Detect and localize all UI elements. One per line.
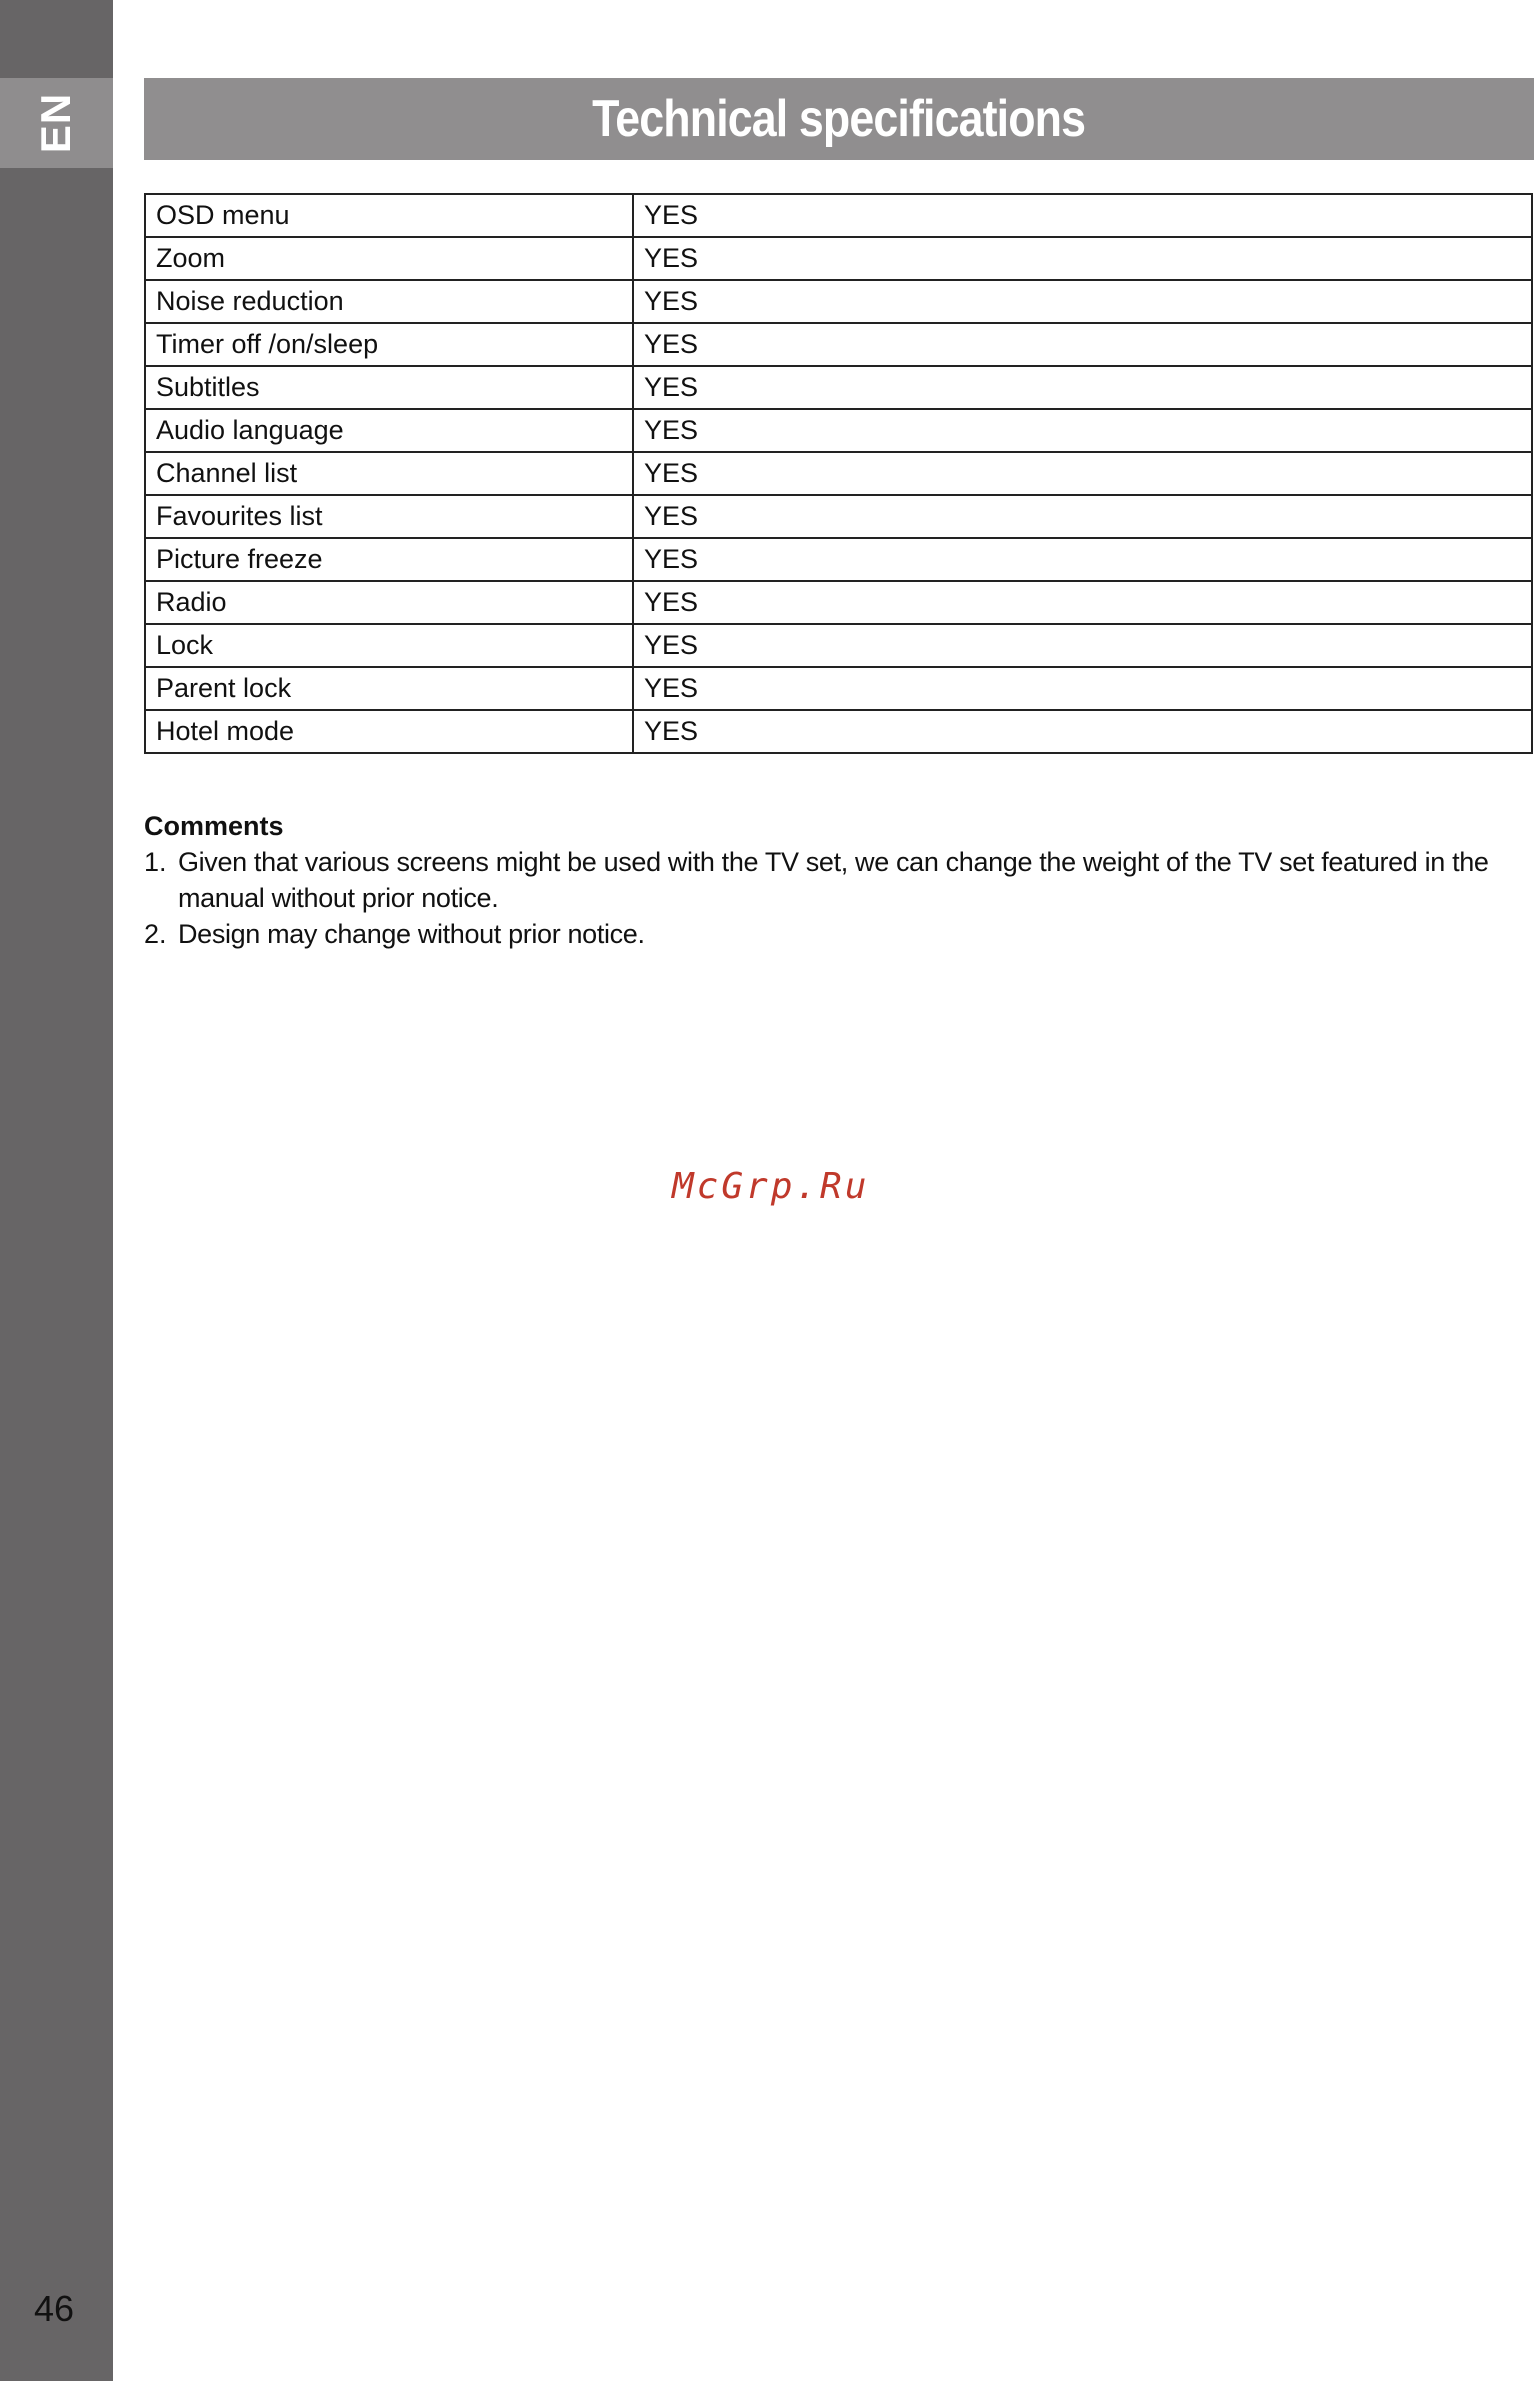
comment-item: [144, 844, 1534, 916]
language-tab: [0, 78, 113, 168]
spec-parameter-cell: Parent lock: [145, 667, 633, 710]
table-row: [145, 710, 1532, 753]
spec-value-cell: YES: [633, 710, 1532, 753]
comment-text: Given that various screens might be used with the TV set, we can change the weight of the TV set featured in the manual without prior notice.: [178, 847, 1489, 913]
comments-section: [144, 808, 1534, 952]
comment-number: 1.: [144, 847, 167, 877]
spec-parameter-cell: Noise reduction: [145, 280, 633, 323]
language-label: EN: [32, 92, 80, 154]
spec-parameter-cell: Radio: [145, 581, 633, 624]
table-row: [145, 452, 1532, 495]
table-row: [145, 409, 1532, 452]
spec-value-cell: YES: [633, 366, 1532, 409]
spec-parameter-cell: Subtitles: [145, 366, 633, 409]
spec-parameter-cell: Channel list: [145, 452, 633, 495]
spec-parameter-cell: Hotel mode: [145, 710, 633, 753]
spec-value-cell: YES: [633, 667, 1532, 710]
spec-value-cell: YES: [633, 452, 1532, 495]
spec-parameter-cell: Audio language: [145, 409, 633, 452]
spec-value-cell: YES: [633, 409, 1532, 452]
table-row: [145, 366, 1532, 409]
spec-value-cell: YES: [633, 495, 1532, 538]
table-row: [145, 237, 1532, 280]
table-row: [145, 667, 1532, 710]
table-row: [145, 624, 1532, 667]
spec-parameter-cell: Picture freeze: [145, 538, 633, 581]
spec-value-cell: YES: [633, 280, 1532, 323]
table-row: [145, 280, 1532, 323]
spec-value-cell: YES: [633, 323, 1532, 366]
title-bar: [144, 78, 1534, 160]
spec-table-body: [145, 194, 1532, 753]
table-row: [145, 323, 1532, 366]
spec-parameter-cell: Lock: [145, 624, 633, 667]
spec-parameter-cell: OSD menu: [145, 194, 633, 237]
spec-table: [144, 193, 1533, 754]
spec-value-cell: YES: [633, 624, 1532, 667]
watermark: McGrp.Ru: [672, 1166, 870, 1207]
spec-value-cell: YES: [633, 538, 1532, 581]
spec-parameter-cell: Favourites list: [145, 495, 633, 538]
table-row: [145, 538, 1532, 581]
table-row: [145, 581, 1532, 624]
spec-parameter-cell: Timer off /on/sleep: [145, 323, 633, 366]
page-title: Technical specifications: [592, 90, 1086, 148]
spec-parameter-cell: Zoom: [145, 237, 633, 280]
spec-value-cell: YES: [633, 237, 1532, 280]
comments-heading: Comments: [144, 811, 284, 841]
sidebar: [0, 0, 113, 2381]
spec-value-cell: YES: [633, 581, 1532, 624]
comment-number: 2.: [144, 919, 167, 949]
page-number: 46: [34, 2288, 75, 2329]
spec-value-cell: YES: [633, 194, 1532, 237]
comment-item: [144, 916, 1534, 952]
table-row: [145, 495, 1532, 538]
comment-text: Design may change without prior notice.: [178, 919, 645, 949]
table-row: [145, 194, 1532, 237]
